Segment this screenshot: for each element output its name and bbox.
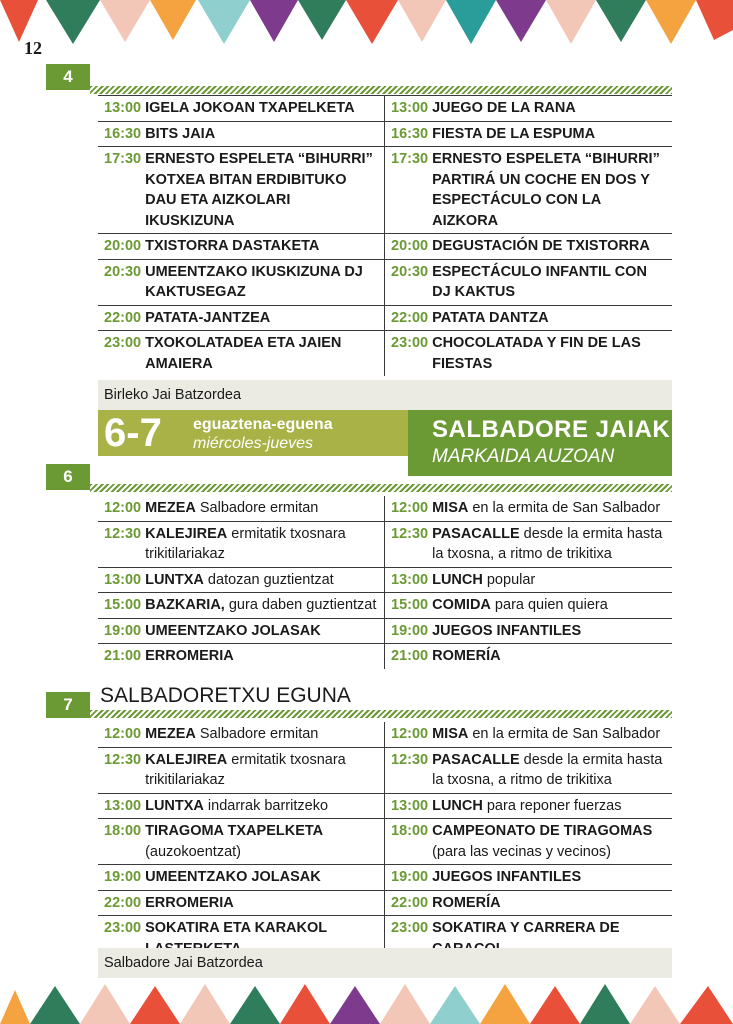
event-detail: desde la ermita hasta la txosna, a ritmo de trikitixa [432,525,663,562]
event-title: LUNCH [432,571,483,588]
event-time: 18:00 [104,823,142,839]
event-time: 22:00 [391,309,429,326]
event-title: MEZEA [145,726,196,742]
section-rule [90,484,672,492]
date-banner [98,410,408,456]
section-rule [90,710,672,718]
event-title: PATATA DANTZA [432,309,549,326]
event-time: 20:30 [391,263,429,280]
event-time: 12:00 [391,500,429,516]
festival-subtitle: MARKAIDA AUZOAN [432,446,615,467]
event-title: KALEJIREA [145,751,228,768]
event-time: 13:00 [391,571,429,588]
event-time: 12:30 [104,751,142,768]
event-title: PASACALLE [432,751,520,768]
event-time: 23:00 [391,920,429,936]
event-time: 20:30 [104,263,142,280]
event-detail: para quien quiera [490,597,608,613]
event-time: 13:00 [104,571,142,588]
event-detail: indarrak barritzeko [203,797,329,814]
event-time: 19:00 [391,622,429,639]
event-title: BAZKARIA, [145,597,225,613]
table-row [98,96,672,122]
event-title: CHOCOLATADA Y FIN DE LAS FIESTAS [432,335,641,372]
event-title: MEZEA [145,500,196,516]
table-row [98,794,672,820]
event-time: 21:00 [104,648,142,664]
event-title: DEGUSTACIÓN DE TXISTORRA [432,238,650,254]
table-row [98,260,672,306]
event-title: PATATA-JANTZEA [145,309,271,326]
event-time: 22:00 [104,309,142,326]
table-row [98,496,672,522]
table-row [98,522,672,568]
event-title: ERNESTO ESPELETA “BIHURRI” PARTIRÁ UN COCHE EN DOS Y ESPECTÁCULO CON LA AIZKORA [432,151,660,229]
table-row [98,234,672,260]
event-title: LUNTXA [145,797,204,814]
event-time: 19:00 [391,869,429,885]
table-row [98,644,672,669]
section-title-day-7: SALBADORETXU EGUNA [100,684,351,707]
days-spanish: miércoles-jueves [193,435,314,452]
event-detail: gura daben guztientzat [224,597,377,613]
event-title: COMIDA [432,597,491,613]
event-time: 19:00 [104,622,142,639]
event-detail: desde la ermita hasta la txosna, a ritmo de trikitixa [432,751,663,788]
event-title: TIRAGOMA TXAPELKETA [145,823,324,839]
event-title: MISA [432,726,469,742]
event-title: TXISTORRA DASTAKETA [145,238,320,254]
festival-banner [408,410,672,476]
event-title: ERROMERIA [145,894,234,911]
event-time: 13:00 [104,797,142,814]
event-detail: Salbadore ermitan [195,726,319,742]
event-title: UMEENTZAKO JOLASAK [145,869,321,885]
event-title: ROMERÍA [432,894,501,911]
event-time: 22:00 [104,894,142,911]
event-time: 12:30 [391,751,429,768]
event-time: 13:00 [104,100,142,116]
event-time: 16:30 [391,125,429,142]
event-time: 12:00 [391,726,429,742]
event-time: 16:30 [104,125,142,142]
days-basque: eguaztena-eguena [193,416,333,433]
event-detail: Salbadore ermitan [195,500,319,516]
event-time: 23:00 [104,335,142,351]
table-row [98,865,672,891]
organizer-footer: Salbadore Jai Batzordea [98,948,672,978]
table-row [98,722,672,748]
page-number: 12 [24,38,42,58]
event-title: JUEGOS INFANTILES [432,622,582,639]
event-time: 12:00 [104,726,142,742]
event-detail: (auzokoentzat) [145,843,242,860]
top-bunting-decoration [0,0,733,48]
event-time: 17:30 [104,151,142,167]
schedule-day-7 [98,722,672,961]
event-detail: en la ermita de San Salbador [468,726,661,742]
event-title: ROMERÍA [432,648,501,664]
table-row [98,593,672,619]
event-time: 15:00 [391,597,429,613]
event-title: FIESTA DE LA ESPUMA [432,125,596,142]
table-row [98,891,672,917]
event-time: 21:00 [391,648,429,664]
event-time: 23:00 [104,920,142,936]
date-range: 6-7 [104,411,162,455]
event-title: UMEENTZAKO IKUSKIZUNA DJ KAKTUSEGAZ [145,263,363,300]
event-time: 17:30 [391,151,429,167]
event-time: 12:30 [391,525,429,542]
table-row [98,619,672,645]
table-row [98,147,672,234]
event-title: IGELA JOKOAN TXAPELKETA [145,100,355,116]
section-rule [90,86,672,94]
event-title: ESPECTÁCULO INFANTIL CON DJ KAKTUS [432,263,647,300]
event-title: SOKATIRA Y CARRERA DE [432,920,620,936]
table-row [98,819,672,865]
event-detail: popular [482,571,536,588]
day-tag-6: 6 [46,464,90,490]
event-time: 18:00 [391,823,429,839]
event-title: ERNESTO ESPELETA “BIHURRI” KOTXEA BITAN ERDIBITUKO DAU ETA AIZKOLARI IKUSKIZUNA [145,151,373,229]
bottom-bunting-decoration [0,976,733,1024]
event-detail: para reponer fuerzas [482,797,622,814]
event-time: 23:00 [391,335,429,351]
event-title: UMEENTZAKO JOLASAK [145,622,321,639]
event-time: 13:00 [391,100,429,116]
table-row [98,331,672,376]
event-title: CAMPEONATO DE TIRAGOMAS [432,823,653,839]
event-title: ERROMERIA [145,648,234,664]
event-time: 20:00 [104,238,142,254]
event-time: 15:00 [104,597,142,613]
event-title: LUNTXA [145,571,204,588]
event-time: 12:30 [104,525,142,542]
event-detail: datozan guztientzat [203,571,334,588]
event-title: SOKATIRA ETA KARAKOL [145,920,327,936]
event-time: 12:00 [104,500,142,516]
event-time: 13:00 [391,797,429,814]
event-detail: en la ermita de San Salbador [468,500,661,516]
event-title: MISA [432,500,469,516]
schedule-day-4 [98,95,672,376]
event-title: LUNCH [432,797,483,814]
table-row [98,748,672,794]
event-title: TXOKOLATADEA ETA JAIEN AMAIERA [145,335,342,372]
festival-title: SALBADORE JAIAK [432,416,671,443]
table-row [98,306,672,332]
event-title: JUEGOS INFANTILES [432,869,582,885]
schedule-day-6 [98,496,672,669]
event-time: 22:00 [391,894,429,911]
event-detail: ermitatik txosnara trikitilariakaz [145,525,346,562]
event-time: 19:00 [104,869,142,885]
event-time: 20:00 [391,238,429,254]
event-detail: ermitatik txosnara trikitilariakaz [145,751,346,788]
table-row [98,122,672,148]
table-row [98,568,672,594]
day-tag-7: 7 [46,692,90,718]
event-detail: (para las vecinas y vecinos) [432,843,612,860]
event-title: KALEJIREA [145,525,228,542]
day-tag-4: 4 [46,64,90,90]
event-title: PASACALLE [432,525,520,542]
event-title: JUEGO DE LA RANA [432,100,576,116]
organizer-footer: Birleko Jai Batzordea [98,380,672,410]
event-title: BITS JAIA [145,125,216,142]
